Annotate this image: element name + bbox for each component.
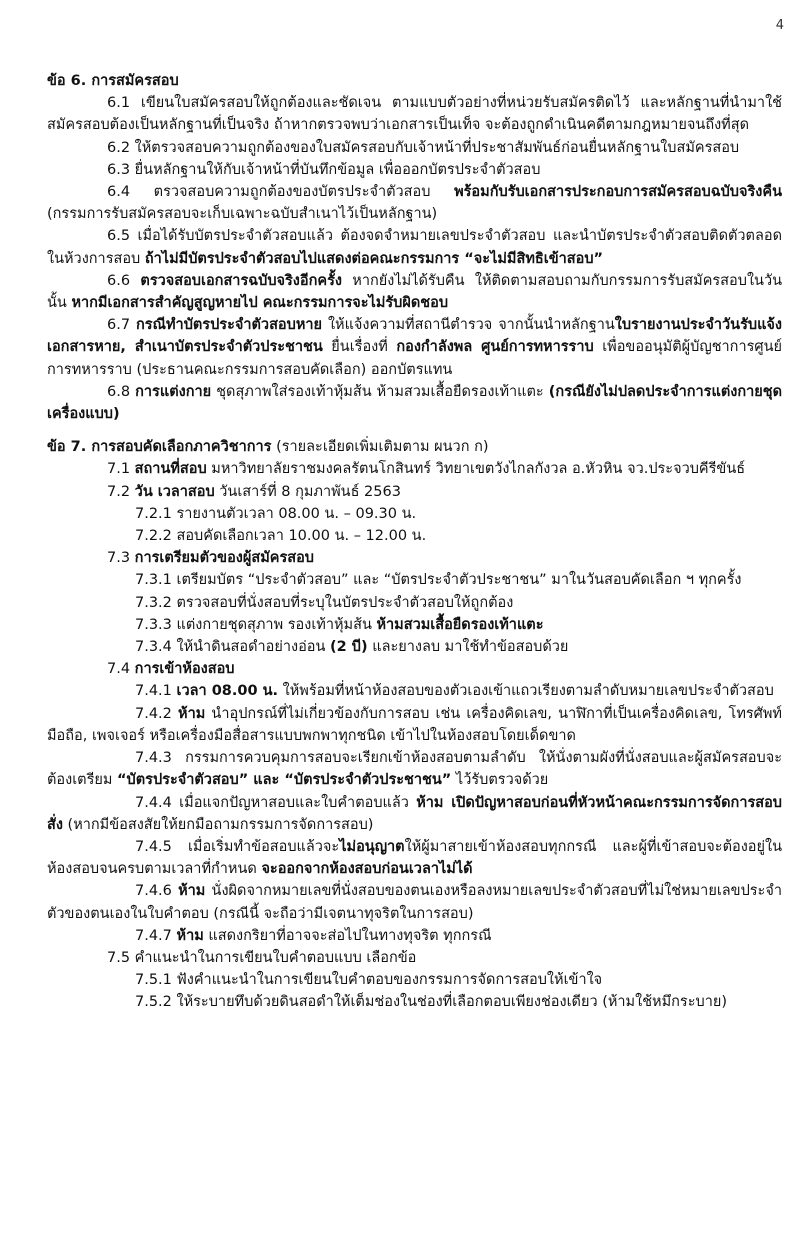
clause-6-5-bold: ถ้าไม่มีบัตรประจำตัวสอบไปแสดงต่อคณะกรรมการ “จะไม่มีสิทธิเข้าสอบ” [144,250,604,267]
clause-7-4-7-bold: ห้าม [176,927,204,944]
clause-7-4-3-bold: “บัตรประจำตัวสอบ” และ “บัตรประจำตัวประชาชน” [117,772,452,789]
section-7-title: ข้อ 7. การสอบคัดเลือกภาควิชาการ [47,439,272,456]
clause-6-7-bold-2: ใบรายงานประจำวันรับแจ้งเอกสารหาย, สำเนาบัตรประจำตัวประชาชน [47,317,782,356]
section-6-heading: ข้อ 6. การสมัครสอบ [47,73,179,89]
clause-7-4-3-text: 7.4.3 กรรมการควบคุมการสอบจะเรียกเข้าห้องสอบตามลำดับ ให้นั่งตามผังที่นั่งสอบและผู้สมัครสอบจะต้องเตรียม [47,750,782,789]
clause-6-6-bold: ตรวจสอบเอกสารฉบับจริงอีกครั้ง [140,272,342,289]
clause-7-3-bold: การเตรียมตัวของผู้สมัครสอบ [134,550,315,567]
clause-7-1-text: มหาวิทยาลัยราชมงคลรัตนโกสินทร์ วิทยาเขตวังไกลกังวล อ.หัวหิน จว.ประจวบคีรีขันธ์ [206,461,746,478]
clause-6-8-text: ชุดสุภาพใส่รองเท้าหุ้มส้น ห้ามสวมเสื้อยืดรองเท้าแตะ [211,383,549,400]
clause-6-7-text-3: เพื่อขออนุมัติผู้บัญชาการศูนย์การทหารราบ (ประธานคณะกรรมการสอบคัดเลือก) ออกบัตรแทน [47,339,782,378]
clause-7-4-2 [47,703,782,747]
clause-7-4-num: 7.4 [107,661,135,678]
clause-7-4-4-bold: ห้าม เปิดปัญหาสอบก่อนที่หัวหน้าคณะกรรมการจัดการสอบสั่ง [47,794,783,833]
clause-7-1-num: 7.1 [107,461,135,478]
clause-7-4-7-num: 7.4.7 [135,927,177,944]
clause-6-7-bold: กรณีทำบัตรประจำตัวสอบหาย [135,317,323,334]
clause-7-4-1-num: 7.4.1 [135,683,177,700]
clause-6-8-bold-2: (กรณียังไม่ปลดประจำการแต่งกายชุดเครื่องแบบ) [47,383,782,423]
clause-6-8 [47,381,782,425]
clause-7-2-2: 7.2.2 สอบคัดเลือกเวลา 10.00 น. – 12.00 น. [135,528,427,545]
clause-6-6-text: หากยังไม่ได้รับคืน ให้ติดตามสอบถามกับกรรมการรับสมัครสอบในวันนั้น [47,272,782,312]
clause-7-2-text: วันเสาร์ที่ 8 กุมภาพันธ์ 2563 [214,483,401,500]
clause-6-4 [47,181,782,225]
clause-6-7-num: 6.7 [107,317,136,334]
clause-7-4-4-text-2: (หากมีข้อสงสัยให้ยกมือถามกรรมการจัดการสอบ) [62,816,374,833]
clause-7-4-4-text: 7.4.4 เมื่อแจกปัญหาสอบและใบคำตอบแล้ว [135,794,417,811]
clause-7-3-num: 7.3 [107,550,135,567]
clause-7-2-bold: วัน เวลาสอบ [134,483,215,500]
clause-6-5-text: 6.5 เมื่อได้รับบัตรประจำตัวสอบแล้ว ต้องจดจำหมายเลขประจำตัวสอบ และนำบัตรประจำตัวสอบติดตัวตลอดในห้วงการสอบ [47,228,782,267]
clause-7-1-bold: สถานที่สอบ [134,461,207,478]
clause-7-4-4 [47,792,782,836]
clause-7-4-2-text: นำอุปกรณ์ที่ไม่เกี่ยวข้องกับการสอบ เช่น เครื่องคิดเลข, นาฬิกาที่เป็นเครื่องคิดเลข, โทรศัพท์มือถือ, เพจเจอร์ หรือเครื่องมือสื่อสารแบบพกพาทุกชนิด เข้าไปในห้องสอบโดยเด็ดขาด [47,705,782,744]
clause-7-4-5-text-2: ให้ผู้มาสายเข้าห้องสอบทุกกรณี และผู้ที่เข้าสอบจะต้องอยู่ในห้องสอบจนครบตามเวลาที่กำหนด [47,838,782,878]
clause-7-4-6-bold: ห้าม [178,883,206,900]
clause-7-5: 7.5 คำแนะนำในการเขียนใบคำตอบแบบ เลือกข้อ [107,949,417,966]
clause-7-3-2: 7.3.2 ตรวจสอบที่นั่งสอบที่ระบุในบัตรประจำตัวสอบให้ถูกต้อง [135,594,514,611]
clause-7-4-bold: การเข้าห้องสอบ [134,661,235,678]
section-gap [47,425,782,436]
clause-7-5-2: 7.5.2 ให้ระบายทึบด้วยดินสอดำให้เต็มช่องในช่องที่เลือกตอบเพียงช่องเดียว (ห้ามใช้หมึกระบาย) [135,994,728,1011]
clause-7-3-4-text: 7.3.4 ให้นำดินสอดำอย่างอ่อน [135,639,331,656]
clause-7-1 [47,458,782,480]
clause-7-5-1: 7.5.1 ฟังคำแนะนำในการเขียนใบคำตอบของกรรมการจัดการสอบให้เข้าใจ [135,972,603,989]
clause-7-4-3-text-2: ไว้รับตรวจด้วย [451,772,549,789]
clause-6-7-text-2: ยื่นเรื่องที่ [322,339,397,356]
clause-7-4-1-bold: เวลา 08.00 น. [176,683,279,700]
clause-7-4-2-bold: ห้าม [178,705,206,722]
clause-7-2 [47,481,782,503]
clause-6-5 [47,225,782,269]
clause-6-8-num: 6.8 [107,383,136,400]
clause-7-4-5-bold-2: จะออกจากห้องสอบก่อนเวลาไม่ได้ [261,861,473,878]
clause-7-4-6-num: 7.4.6 [135,883,179,900]
section-7-heading [47,436,782,458]
clause-7-3-1: 7.3.1 เตรียมบัตร “ประจำตัวสอบ” และ “บัตรประจำตัวประชาชน” มาในวันสอบคัดเลือก ฯ ทุกครั้ง [135,572,742,589]
clause-7-2-num: 7.2 [107,483,135,500]
document-body [47,70,782,1014]
clause-6-7 [47,314,782,381]
clause-7-3-4-bold: (2 บี) [330,639,368,656]
clause-6-2: 6.2 ให้ตรวจสอบความถูกต้องของใบสมัครสอบกับเจ้าหน้าที่ประชาสัมพันธ์ก่อนยื่นหลักฐานใบสมัครสอบ [107,139,740,156]
clause-6-4-text: 6.4 ตรวจสอบความถูกต้องของบัตรประจำตัวสอบ [107,184,455,201]
clause-7-3-4-text-2: และยางลบ มาใช้ทำข้อสอบด้วย [367,639,569,656]
clause-6-6 [47,270,782,314]
clause-7-4-3 [47,747,782,791]
clause-7-4-6 [47,880,782,924]
clause-7-4-2-num: 7.4.2 [135,705,179,722]
clause-6-4-bold: พร้อมกับรับเอกสารประกอบการสมัครสอบฉบับจริงคืน [454,184,782,201]
clause-7-4 [47,658,782,680]
clause-6-8-bold: การแต่งกาย [135,383,212,400]
clause-7-3 [47,547,782,569]
clause-6-3: 6.3 ยื่นหลักฐานให้กับเจ้าหน้าที่บันทึกข้อมูล เพื่อออกบัตรประจำตัวสอบ [107,161,541,178]
clause-7-3-4 [47,636,782,658]
clause-7-4-7-text: แสดงกริยาที่อาจจะส่อไปในทางทุจริต ทุกกรณี [203,927,492,944]
clause-7-4-1 [47,680,782,702]
clause-6-7-bold-3: กองกำลังพล ศูนย์การทหารราบ [396,339,594,356]
clause-7-4-1-text: ให้พร้อมที่หน้าห้องสอบของตัวเองเข้าแถวเรียงตามลำดับหมายเลขประจำตัวสอบ [278,683,774,700]
clause-6-6-num: 6.6 [107,272,141,289]
clause-6-4-note: (กรรมการรับสมัครสอบจะเก็บเฉพาะฉบับสำเนาไว้เป็นหลักฐาน) [47,206,438,223]
page-number: 4 [775,18,784,33]
clause-7-4-5-text: 7.4.5 เมื่อเริ่มทำข้อสอบแล้วจะ [135,838,340,855]
clause-7-3-3-text: 7.3.3 แต่งกายชุดสุภาพ รองเท้าหุ้มส้น [135,616,377,633]
clause-7-4-5 [47,836,782,880]
section-7-note: (รายละเอียดเพิ่มเติมตาม ผนวก ก) [271,439,489,456]
clause-7-2-1: 7.2.1 รายงานตัวเวลา 08.00 น. – 09.30 น. [135,505,417,522]
clause-6-6-bold-2: หากมีเอกสารสำคัญสูญหายไป คณะกรรมการจะไม่รับผิดชอบ [71,295,449,312]
clause-7-3-3-bold: ห้ามสวมเสื้อยืดรองเท้าแตะ [376,616,544,633]
clause-7-3-3 [47,614,782,636]
clause-7-4-6-text: นั่งผิดจากหมายเลขที่นั่งสอบของตนเองหรือลงหมายเลขประจำตัวสอบที่ไม่ใช่หมายเลขประจำตัวของตนเองในใบคำตอบ (กรณีนี้ จะถือว่ามีเจตนาทุจริตในการสอบ) [47,883,782,922]
clause-6-7-text: ให้แจ้งความที่สถานีตำรวจ จากนั้นนำหลักฐาน [322,317,615,334]
clause-7-4-5-bold: ไม่อนุญาต [339,838,405,855]
clause-6-1: 6.1 เขียนใบสมัครสอบให้ถูกต้องและชัดเจน ตามแบบตัวอย่างที่หน่วยรับสมัครติดไว้ และหลักฐานที่นำมาใช้สมัครสอบต้องเป็นหลักฐานที่เป็นจริง ถ้าหากตรวจพบว่าเอกสารเป็นเท็จ จะต้องถูกดำเนินคดีตามกฎหมายจนถึงที่สุด [47,95,782,134]
clause-7-4-7 [47,925,782,947]
